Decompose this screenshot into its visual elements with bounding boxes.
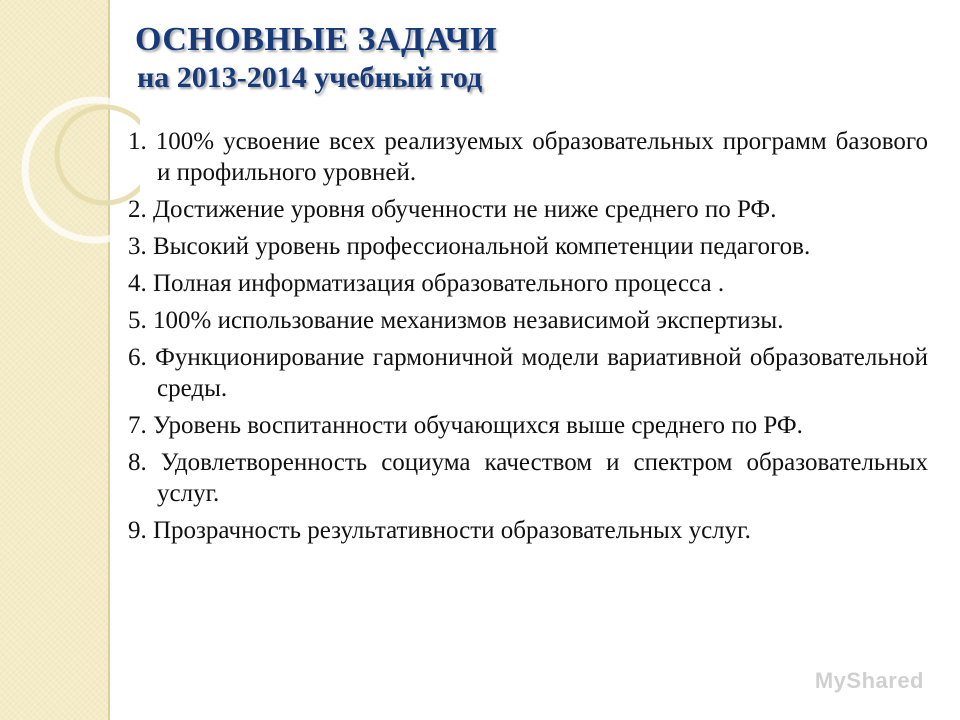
- task-text: Полная информатизация образовательного процесса .: [153, 270, 725, 297]
- task-number: 4.: [128, 270, 147, 297]
- task-text: Функционирование гармоничной модели вариативной образовательной среды.: [155, 344, 929, 402]
- task-item: [128, 126, 928, 188]
- task-number: 8.: [128, 449, 147, 476]
- decorative-rings: [0, 60, 140, 260]
- task-number: 3.: [128, 233, 147, 260]
- task-text: 100% использование механизмов независимой экспертизы.: [153, 307, 784, 334]
- task-item: [128, 342, 928, 404]
- task-number: 6.: [128, 344, 147, 371]
- decorative-ring-outer: [25, 100, 140, 240]
- watermark: MyShared: [814, 668, 924, 693]
- task-number: 5.: [128, 307, 147, 334]
- task-number: 9.: [128, 517, 147, 544]
- task-item: [128, 515, 928, 546]
- task-text: Прозрачность результативности образовательных услуг.: [153, 517, 751, 544]
- task-number: 1.: [128, 128, 147, 155]
- task-item: [128, 410, 928, 441]
- task-text: Достижение уровня обученности не ниже среднего по РФ.: [153, 196, 777, 223]
- task-item: [128, 194, 928, 225]
- task-text: Высокий уровень профессиональной компетенции педагогов.: [153, 233, 811, 260]
- task-list: [128, 126, 928, 552]
- title-main: ОСНОВНЫЕ ЗАДАЧИ: [135, 21, 498, 58]
- task-number: 7.: [128, 412, 147, 439]
- task-item: [128, 231, 928, 262]
- task-item: [128, 447, 928, 509]
- slide-title: [135, 20, 895, 96]
- task-item: [128, 268, 928, 299]
- title-subtitle: на 2013-2014 учебный год: [137, 61, 483, 94]
- task-item: [128, 305, 928, 336]
- task-number: 2.: [128, 196, 147, 223]
- task-text: 100% усвоение всех реализуемых образовательных программ базового и профильного уровней.: [155, 128, 928, 186]
- task-text: Удовлетворенность социума качеством и спектром образовательных услуг.: [157, 449, 929, 507]
- task-text: Уровень воспитанности обучающихся выше среднего по РФ.: [153, 412, 803, 439]
